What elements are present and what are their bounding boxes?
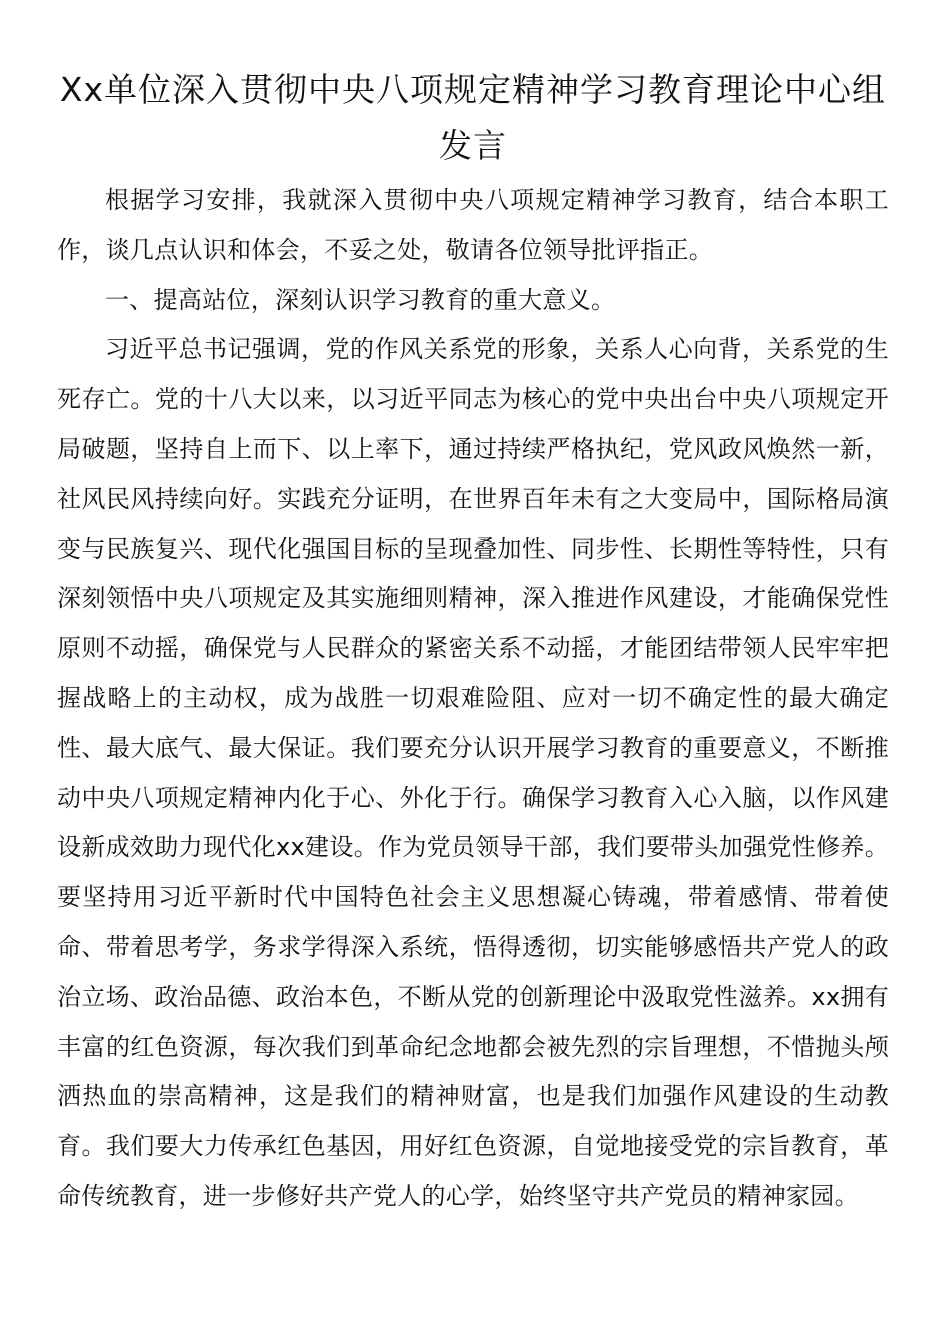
body-paragraph: 习近平总书记强调，党的作风关系党的形象，关系人心向背，关系党的生死存亡。党的十八大以来，以习近平同志为核心的党中央出台中央八项规定开局破题，坚持自上而下、以上率下，通过持续严格执纪，党风政风焕然一新，社风民风持续向好。实践充分证明，在世界百年未有之大变局中，国际格局演变与民族复兴、现代化强国目标的呈现叠加性、同步性、长期性等特性，只有深刻领悟中央八项规定及其实施细则精神，深入推进作风建设，才能确保党性原则不动摇，确保党与人民群众的紧密关系不动摇，才能团结带领人民牢牢把握战略上的主动权，成为战胜一切艰难险阻、应对一切不确定性的最大确定性、最大底气、最大保证。我们要充分认识开展学习教育的重要意义，不断推动中央八项规定精神内化于心、外化于行。确保学习教育入心入脑，以作风建设新成效助力现代化xx建设。作为党员领导干部，我们要带头加强党性修养。要坚持用习近平新时代中国特色社会主义思想凝心铸魂，带着感情、带着使命、带着思考学，务求学得深入系统，悟得透彻，切实能够感悟共产党人的政治立场、政治品德、政治本色，不断从党的创新理论中汲取党性滋养。xx拥有丰富的红色资源，每次我们到革命纪念地都会被先烈的宗旨理想，不惜抛头颅洒热血的崇高精神，这是我们的精神财富，也是我们加强作风建设的生动教育。我们要大力传承红色基因，用好红色资源，自觉地接受党的宗旨教育，革命传统教育，进一步修好共产党人的心学，始终坚守共产党员的精神家园。 xyxy=(57,335,889,1210)
section-heading: 一、提高站位，深刻认识学习教育的重大意义。 xyxy=(105,285,616,314)
document-page xyxy=(57,62,889,1222)
intro-paragraph: 根据学习安排，我就深入贯彻中央八项规定精神学习教育，结合本职工作，谈几点认识和体会，不妥之处，敬请各位领导批评指正。 xyxy=(57,186,889,264)
document-title: Xx单位深入贯彻中央八项规定精神学习教育理论中心组发言 xyxy=(59,70,887,165)
